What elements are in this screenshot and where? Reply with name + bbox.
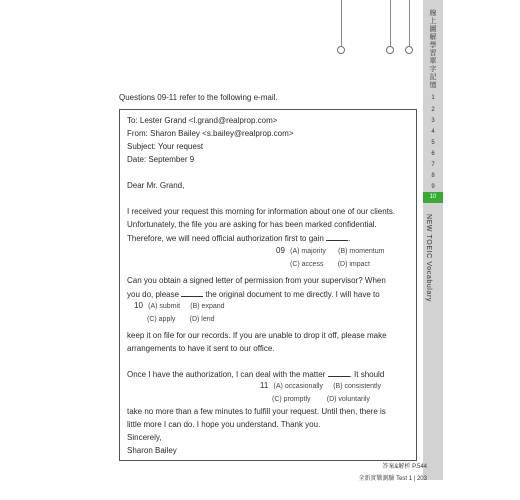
answer-blank-10[interactable] [181,289,203,297]
sidebar-title [423,10,443,90]
answer-blank-09[interactable] [326,233,348,241]
paragraph-2-line-2-start: you do, please [127,290,180,299]
q09-option-b[interactable]: (B) momentum [338,248,385,255]
paragraph-3-line-1-end: . It should [349,370,385,379]
margin-circle-3 [405,46,413,54]
margin-line-3 [409,0,410,48]
sidebar-number-9[interactable]: 9 [431,184,435,190]
sidebar-title-text: 線上圖解學習單字記憶 [429,10,437,89]
email-greeting: Dear Mr. Grand, [127,181,185,190]
question-intro: Questions 09-11 refer to the following e-mail. [119,93,278,102]
q10-option-a[interactable]: (A) submit [148,303,181,310]
sidebar-number-6[interactable]: 6 [431,151,435,157]
email-subject: Subject: Your request [127,142,204,151]
q09-option-d[interactable]: (D) impact [337,261,370,268]
q11-option-a[interactable]: (A) occasionally [273,383,323,390]
paragraph-3-line-3: little more I can do. I hope you understand. Thank you. [127,420,321,429]
email-to: To: Lester Grand <l.grand@realprop.com> [127,116,278,125]
sidebar-number-1[interactable]: 1 [431,95,435,101]
sidebar-number-5[interactable]: 5 [431,140,435,146]
q09-row-1 [276,246,384,257]
sidebar-vertical-label: NEW TOEIC Vocabulary [425,214,432,302]
margin-line-1 [341,0,342,48]
email-from: From: Sharon Bailey <s.bailey@realprop.com> [127,129,294,138]
q11-row-1 [260,381,381,392]
margin-line-2 [390,0,391,48]
sidebar-number-10-active[interactable]: 10 [423,192,443,203]
sidebar-number-7[interactable]: 7 [431,162,435,168]
q10-number: 10 [134,301,143,310]
sidebar-number-3[interactable]: 3 [431,118,435,124]
paragraph-3-line-1-start: Once I have the authorization, I can deal with the matter [127,370,326,379]
sidebar-number-8[interactable]: 8 [431,173,435,179]
paragraph-1-line-2: Unfortunately, the file you are asking for has been marked confidential. [127,220,377,229]
q11-option-d[interactable]: (D) voluntarily [326,396,370,403]
q11-option-b[interactable]: (B) consistently [333,383,382,390]
paragraph-1-line-1: I received your request this morning for information about one of our clients. [127,207,396,216]
page-footer: 全新實戰測驗 Test 1 | 203 [358,476,427,482]
q10-row-1 [134,301,225,312]
q09-option-a[interactable]: (A) majority [290,248,326,255]
sidebar-number-4[interactable]: 4 [431,129,435,135]
paragraph-2-line-4: arrangements to have it sent to our office. [127,344,275,353]
email-date: Date: September 9 [127,155,195,164]
q10-option-b[interactable]: (B) expand [190,303,225,310]
q10-row-2 [147,314,215,325]
q11-option-c[interactable]: (C) promptly [272,396,311,403]
answer-reference: 答案&解析 P.544 [382,464,427,470]
q09-row-2 [290,259,370,270]
paragraph-1-line-3-text: Therefore, we will need official authorization first to gain [127,234,324,243]
email-box [119,109,417,461]
margin-circle-2 [386,46,394,54]
q10-option-d[interactable]: (D) lend [189,316,215,323]
paragraph-1-line-3: Therefore, we will need official authorization first to gain . [127,234,351,243]
q09-option-c[interactable]: (C) access [290,261,324,268]
paragraph-2-line-2 [127,289,380,300]
q11-row-2 [272,394,370,405]
q10-option-c[interactable]: (C) apply [147,316,176,323]
email-closing: Sincerely, [127,433,162,442]
paragraph-3-line-1 [127,369,384,380]
paragraph-2-line-3: keep it on file for our records. If you are unable to drop it off, please make [127,331,387,340]
paragraph-2-line-2-end: the original document to me directly. I will have to [205,290,380,299]
answer-blank-11[interactable] [328,369,350,377]
sidebar-number-2[interactable]: 2 [431,107,435,113]
q11-number: 11 [260,381,269,390]
margin-circle-1 [337,46,345,54]
chapter-sidebar [423,0,443,480]
q09-number: 09 [276,246,285,255]
email-signature: Sharon Bailey [127,446,177,455]
paragraph-3-line-2: take no more than a few minutes to fulfill your request. Until then, there is [127,407,386,416]
paragraph-2-line-1: Can you obtain a signed letter of permission from your supervisor? When [127,276,386,285]
